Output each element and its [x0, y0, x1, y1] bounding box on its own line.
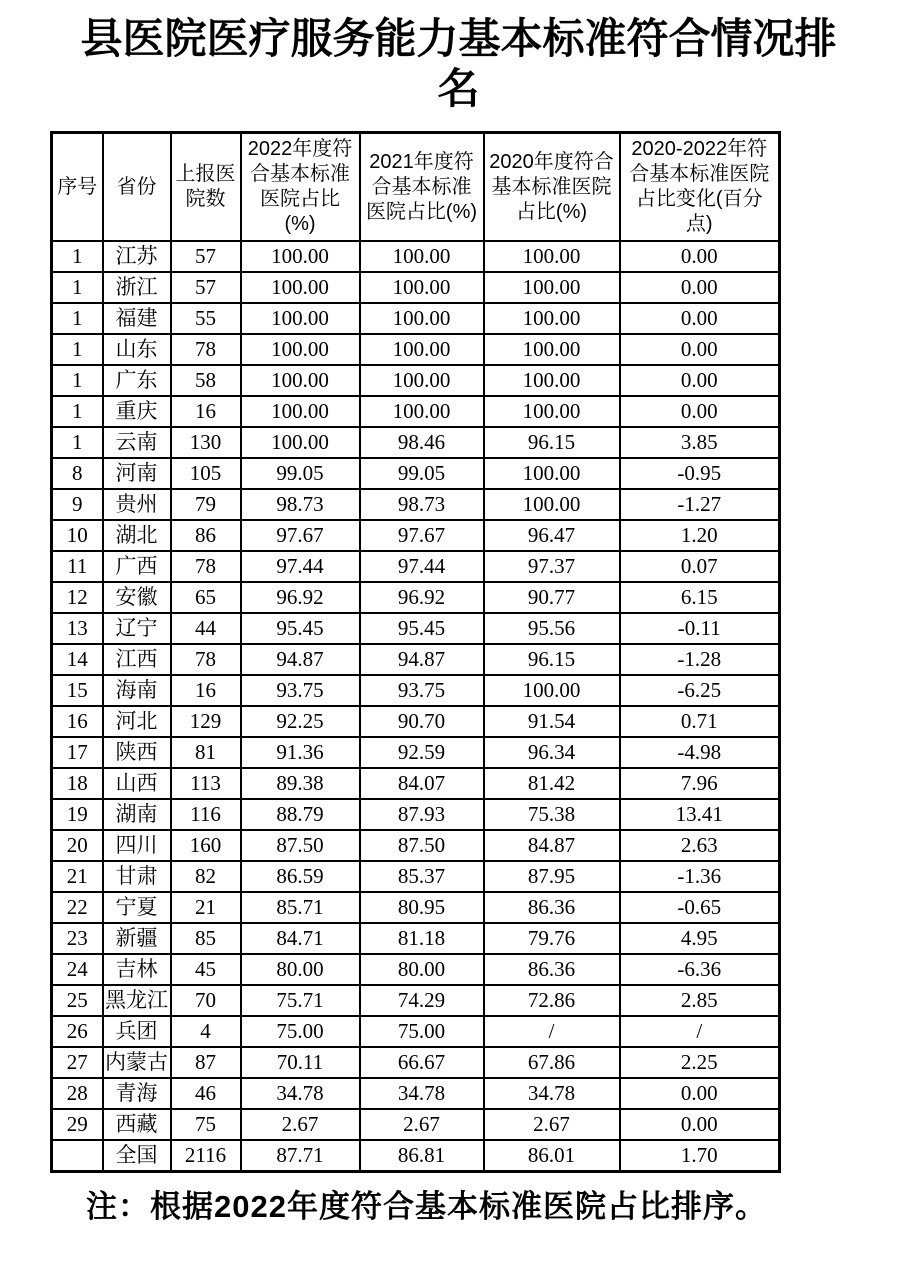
table-row — [52, 923, 780, 954]
cell-hospitals: 85 — [171, 923, 241, 954]
cell-pct-2020: 79.76 — [484, 923, 620, 954]
cell-change: -6.36 — [620, 954, 780, 985]
cell-hospitals: 2116 — [171, 1140, 241, 1172]
cell-pct-2020: 96.47 — [484, 520, 620, 551]
cell-pct-2022: 84.71 — [241, 923, 360, 954]
cell-pct-2022: 100.00 — [241, 365, 360, 396]
cell-change: 0.00 — [620, 272, 780, 303]
cell-pct-2020: 86.01 — [484, 1140, 620, 1172]
cell-province: 全国 — [103, 1140, 171, 1172]
cell-hospitals: 21 — [171, 892, 241, 923]
cell-province: 吉林 — [103, 954, 171, 985]
cell-rank: 10 — [52, 520, 103, 551]
cell-province: 宁夏 — [103, 892, 171, 923]
cell-pct-2022: 94.87 — [241, 644, 360, 675]
cell-rank: 8 — [52, 458, 103, 489]
table-row — [52, 520, 780, 551]
cell-change: -6.25 — [620, 675, 780, 706]
column-header-pct-change: 2020-2022年符合基本标准医院占比变化(百分点) — [620, 133, 780, 242]
cell-hospitals: 129 — [171, 706, 241, 737]
cell-province: 陕西 — [103, 737, 171, 768]
cell-change: 2.25 — [620, 1047, 780, 1078]
cell-change: 0.07 — [620, 551, 780, 582]
cell-pct-2021: 84.07 — [360, 768, 484, 799]
cell-pct-2020: 84.87 — [484, 830, 620, 861]
table-row — [52, 272, 780, 303]
cell-rank: 17 — [52, 737, 103, 768]
cell-hospitals: 81 — [171, 737, 241, 768]
cell-pct-2020: 87.95 — [484, 861, 620, 892]
cell-pct-2021: 80.00 — [360, 954, 484, 985]
cell-hospitals: 70 — [171, 985, 241, 1016]
cell-pct-2021: 100.00 — [360, 241, 484, 272]
cell-pct-2022: 100.00 — [241, 334, 360, 365]
cell-pct-2021: 94.87 — [360, 644, 484, 675]
cell-pct-2022: 87.50 — [241, 830, 360, 861]
cell-rank: 18 — [52, 768, 103, 799]
cell-province: 黑龙江 — [103, 985, 171, 1016]
cell-pct-2022: 97.67 — [241, 520, 360, 551]
table-row — [52, 489, 780, 520]
cell-province: 广西 — [103, 551, 171, 582]
cell-hospitals: 45 — [171, 954, 241, 985]
cell-change: -1.27 — [620, 489, 780, 520]
cell-change: 0.00 — [620, 1109, 780, 1140]
cell-rank: 28 — [52, 1078, 103, 1109]
cell-pct-2022: 99.05 — [241, 458, 360, 489]
table-row — [52, 241, 780, 272]
cell-pct-2020: 100.00 — [484, 334, 620, 365]
cell-pct-2021: 95.45 — [360, 613, 484, 644]
cell-rank: 25 — [52, 985, 103, 1016]
cell-pct-2022: 75.71 — [241, 985, 360, 1016]
cell-hospitals: 78 — [171, 644, 241, 675]
cell-rank: 16 — [52, 706, 103, 737]
cell-hospitals: 78 — [171, 334, 241, 365]
cell-hospitals: 16 — [171, 396, 241, 427]
cell-pct-2022: 34.78 — [241, 1078, 360, 1109]
cell-pct-2022: 98.73 — [241, 489, 360, 520]
cell-change: 13.41 — [620, 799, 780, 830]
cell-rank: 12 — [52, 582, 103, 613]
cell-hospitals: 113 — [171, 768, 241, 799]
table-row — [52, 458, 780, 489]
cell-hospitals: 55 — [171, 303, 241, 334]
cell-pct-2022: 70.11 — [241, 1047, 360, 1078]
cell-pct-2021: 99.05 — [360, 458, 484, 489]
cell-change: 0.00 — [620, 334, 780, 365]
cell-rank: 20 — [52, 830, 103, 861]
cell-pct-2021: 75.00 — [360, 1016, 484, 1047]
table-body — [52, 241, 780, 1172]
cell-pct-2021: 98.46 — [360, 427, 484, 458]
cell-province: 青海 — [103, 1078, 171, 1109]
cell-rank: 11 — [52, 551, 103, 582]
table-row — [52, 954, 780, 985]
cell-pct-2021: 87.50 — [360, 830, 484, 861]
cell-province: 湖南 — [103, 799, 171, 830]
cell-province: 浙江 — [103, 272, 171, 303]
cell-province: 广东 — [103, 365, 171, 396]
cell-rank: 22 — [52, 892, 103, 923]
cell-pct-2021: 97.67 — [360, 520, 484, 551]
cell-rank: 1 — [52, 396, 103, 427]
table-row — [52, 551, 780, 582]
table-row — [52, 737, 780, 768]
cell-pct-2021: 92.59 — [360, 737, 484, 768]
cell-hospitals: 58 — [171, 365, 241, 396]
table-row — [52, 799, 780, 830]
column-header-reported-hospitals: 上报医院数 — [171, 133, 241, 242]
cell-change: -0.11 — [620, 613, 780, 644]
cell-hospitals: 116 — [171, 799, 241, 830]
cell-rank: 27 — [52, 1047, 103, 1078]
cell-pct-2022: 86.59 — [241, 861, 360, 892]
cell-rank: 1 — [52, 303, 103, 334]
cell-change: 4.95 — [620, 923, 780, 954]
cell-pct-2021: 34.78 — [360, 1078, 484, 1109]
ranking-table — [50, 131, 781, 1173]
table-row — [52, 675, 780, 706]
cell-pct-2021: 100.00 — [360, 303, 484, 334]
cell-rank: 29 — [52, 1109, 103, 1140]
cell-hospitals: 16 — [171, 675, 241, 706]
cell-province: 贵州 — [103, 489, 171, 520]
cell-change: 0.00 — [620, 303, 780, 334]
cell-pct-2022: 93.75 — [241, 675, 360, 706]
cell-pct-2022: 100.00 — [241, 303, 360, 334]
cell-pct-2020: 72.86 — [484, 985, 620, 1016]
cell-rank — [52, 1140, 103, 1172]
cell-pct-2021: 85.37 — [360, 861, 484, 892]
cell-province: 福建 — [103, 303, 171, 334]
table-row — [52, 334, 780, 365]
cell-change: / — [620, 1016, 780, 1047]
cell-province: 江苏 — [103, 241, 171, 272]
cell-hospitals: 82 — [171, 861, 241, 892]
cell-change: 0.00 — [620, 396, 780, 427]
table-row — [52, 768, 780, 799]
cell-pct-2022: 80.00 — [241, 954, 360, 985]
table-row — [52, 830, 780, 861]
cell-province: 内蒙古 — [103, 1047, 171, 1078]
cell-province: 兵团 — [103, 1016, 171, 1047]
cell-pct-2022: 96.92 — [241, 582, 360, 613]
table-row — [52, 1109, 780, 1140]
cell-change: 7.96 — [620, 768, 780, 799]
cell-pct-2020: 100.00 — [484, 396, 620, 427]
cell-change: -0.65 — [620, 892, 780, 923]
cell-pct-2020: 100.00 — [484, 365, 620, 396]
cell-change: 2.63 — [620, 830, 780, 861]
cell-pct-2020: 86.36 — [484, 954, 620, 985]
cell-pct-2021: 87.93 — [360, 799, 484, 830]
cell-pct-2021: 80.95 — [360, 892, 484, 923]
cell-pct-2020: 75.38 — [484, 799, 620, 830]
cell-hospitals: 46 — [171, 1078, 241, 1109]
cell-pct-2022: 100.00 — [241, 241, 360, 272]
cell-province: 海南 — [103, 675, 171, 706]
cell-pct-2020: 96.15 — [484, 644, 620, 675]
cell-pct-2020: 2.67 — [484, 1109, 620, 1140]
cell-rank: 23 — [52, 923, 103, 954]
table-row — [52, 582, 780, 613]
cell-change: 0.00 — [620, 1078, 780, 1109]
cell-pct-2020: 95.56 — [484, 613, 620, 644]
cell-pct-2020: 100.00 — [484, 458, 620, 489]
cell-hospitals: 105 — [171, 458, 241, 489]
cell-change: 2.85 — [620, 985, 780, 1016]
cell-hospitals: 130 — [171, 427, 241, 458]
cell-pct-2020: 100.00 — [484, 303, 620, 334]
cell-pct-2021: 93.75 — [360, 675, 484, 706]
cell-province: 西藏 — [103, 1109, 171, 1140]
cell-rank: 21 — [52, 861, 103, 892]
table-row — [52, 706, 780, 737]
cell-pct-2021: 100.00 — [360, 365, 484, 396]
cell-pct-2022: 100.00 — [241, 272, 360, 303]
cell-province: 安徽 — [103, 582, 171, 613]
table-row — [52, 1140, 780, 1172]
cell-pct-2021: 96.92 — [360, 582, 484, 613]
table-row — [52, 1078, 780, 1109]
cell-hospitals: 86 — [171, 520, 241, 551]
table-row — [52, 861, 780, 892]
cell-province: 甘肃 — [103, 861, 171, 892]
cell-pct-2022: 92.25 — [241, 706, 360, 737]
cell-pct-2020: 97.37 — [484, 551, 620, 582]
footnote: 注：根据2022年度符合基本标准医院占比排序。 — [86, 1189, 767, 1225]
cell-pct-2021: 100.00 — [360, 272, 484, 303]
cell-hospitals: 79 — [171, 489, 241, 520]
cell-change: -0.95 — [620, 458, 780, 489]
cell-hospitals: 87 — [171, 1047, 241, 1078]
cell-hospitals: 65 — [171, 582, 241, 613]
cell-pct-2020: 86.36 — [484, 892, 620, 923]
cell-rank: 9 — [52, 489, 103, 520]
cell-province: 河南 — [103, 458, 171, 489]
cell-pct-2022: 87.71 — [241, 1140, 360, 1172]
cell-rank: 1 — [52, 334, 103, 365]
cell-pct-2020: 67.86 — [484, 1047, 620, 1078]
cell-change: 0.00 — [620, 241, 780, 272]
cell-pct-2021: 2.67 — [360, 1109, 484, 1140]
cell-pct-2021: 81.18 — [360, 923, 484, 954]
cell-pct-2020: 34.78 — [484, 1078, 620, 1109]
cell-province: 山东 — [103, 334, 171, 365]
cell-pct-2020: 100.00 — [484, 241, 620, 272]
cell-hospitals: 75 — [171, 1109, 241, 1140]
table-row — [52, 427, 780, 458]
cell-rank: 1 — [52, 427, 103, 458]
table-row — [52, 303, 780, 334]
cell-hospitals: 44 — [171, 613, 241, 644]
column-header-rank: 序号 — [52, 133, 103, 242]
cell-province: 新疆 — [103, 923, 171, 954]
table-row — [52, 892, 780, 923]
cell-province: 云南 — [103, 427, 171, 458]
table-row — [52, 396, 780, 427]
cell-pct-2022: 85.71 — [241, 892, 360, 923]
cell-pct-2021: 74.29 — [360, 985, 484, 1016]
cell-change: 0.71 — [620, 706, 780, 737]
table-row — [52, 1016, 780, 1047]
cell-province: 山西 — [103, 768, 171, 799]
cell-pct-2021: 98.73 — [360, 489, 484, 520]
cell-change: 0.00 — [620, 365, 780, 396]
cell-pct-2022: 95.45 — [241, 613, 360, 644]
cell-pct-2022: 91.36 — [241, 737, 360, 768]
column-header-pct-2020: 2020年度符合基本标准医院占比(%) — [484, 133, 620, 242]
page-title: 县医院医疗服务能力基本标准符合情况排名 — [80, 15, 837, 112]
table-row — [52, 985, 780, 1016]
cell-hospitals: 78 — [171, 551, 241, 582]
cell-rank: 13 — [52, 613, 103, 644]
cell-rank: 26 — [52, 1016, 103, 1047]
cell-pct-2022: 100.00 — [241, 396, 360, 427]
column-header-province: 省份 — [103, 133, 171, 242]
cell-pct-2022: 75.00 — [241, 1016, 360, 1047]
table-row — [52, 1047, 780, 1078]
table-row — [52, 613, 780, 644]
cell-pct-2021: 100.00 — [360, 334, 484, 365]
cell-rank: 1 — [52, 272, 103, 303]
cell-pct-2021: 66.67 — [360, 1047, 484, 1078]
cell-pct-2020: 100.00 — [484, 489, 620, 520]
cell-rank: 19 — [52, 799, 103, 830]
cell-rank: 1 — [52, 365, 103, 396]
cell-change: -1.36 — [620, 861, 780, 892]
cell-pct-2022: 100.00 — [241, 427, 360, 458]
cell-pct-2020: 100.00 — [484, 675, 620, 706]
cell-change: 3.85 — [620, 427, 780, 458]
table-row — [52, 365, 780, 396]
cell-rank: 14 — [52, 644, 103, 675]
cell-pct-2020: 81.42 — [484, 768, 620, 799]
cell-change: -1.28 — [620, 644, 780, 675]
cell-province: 湖北 — [103, 520, 171, 551]
cell-hospitals: 57 — [171, 272, 241, 303]
cell-pct-2020: / — [484, 1016, 620, 1047]
cell-pct-2020: 96.34 — [484, 737, 620, 768]
cell-province: 四川 — [103, 830, 171, 861]
cell-pct-2020: 90.77 — [484, 582, 620, 613]
cell-pct-2020: 96.15 — [484, 427, 620, 458]
cell-rank: 15 — [52, 675, 103, 706]
cell-change: 6.15 — [620, 582, 780, 613]
cell-pct-2021: 100.00 — [360, 396, 484, 427]
cell-pct-2020: 100.00 — [484, 272, 620, 303]
cell-hospitals: 160 — [171, 830, 241, 861]
cell-pct-2020: 91.54 — [484, 706, 620, 737]
table-header-row — [52, 133, 780, 242]
cell-province: 辽宁 — [103, 613, 171, 644]
cell-change: 1.70 — [620, 1140, 780, 1172]
cell-pct-2021: 90.70 — [360, 706, 484, 737]
cell-province: 河北 — [103, 706, 171, 737]
table-row — [52, 644, 780, 675]
cell-pct-2022: 2.67 — [241, 1109, 360, 1140]
cell-hospitals: 57 — [171, 241, 241, 272]
column-header-pct-2021: 2021年度符合基本标准医院占比(%) — [360, 133, 484, 242]
cell-rank: 1 — [52, 241, 103, 272]
cell-change: 1.20 — [620, 520, 780, 551]
column-header-pct-2022: 2022年度符合基本标准医院占比(%) — [241, 133, 360, 242]
cell-pct-2021: 86.81 — [360, 1140, 484, 1172]
cell-pct-2022: 97.44 — [241, 551, 360, 582]
cell-pct-2022: 88.79 — [241, 799, 360, 830]
cell-pct-2022: 89.38 — [241, 768, 360, 799]
cell-rank: 24 — [52, 954, 103, 985]
cell-hospitals: 4 — [171, 1016, 241, 1047]
cell-change: -4.98 — [620, 737, 780, 768]
cell-pct-2021: 97.44 — [360, 551, 484, 582]
cell-province: 江西 — [103, 644, 171, 675]
cell-province: 重庆 — [103, 396, 171, 427]
